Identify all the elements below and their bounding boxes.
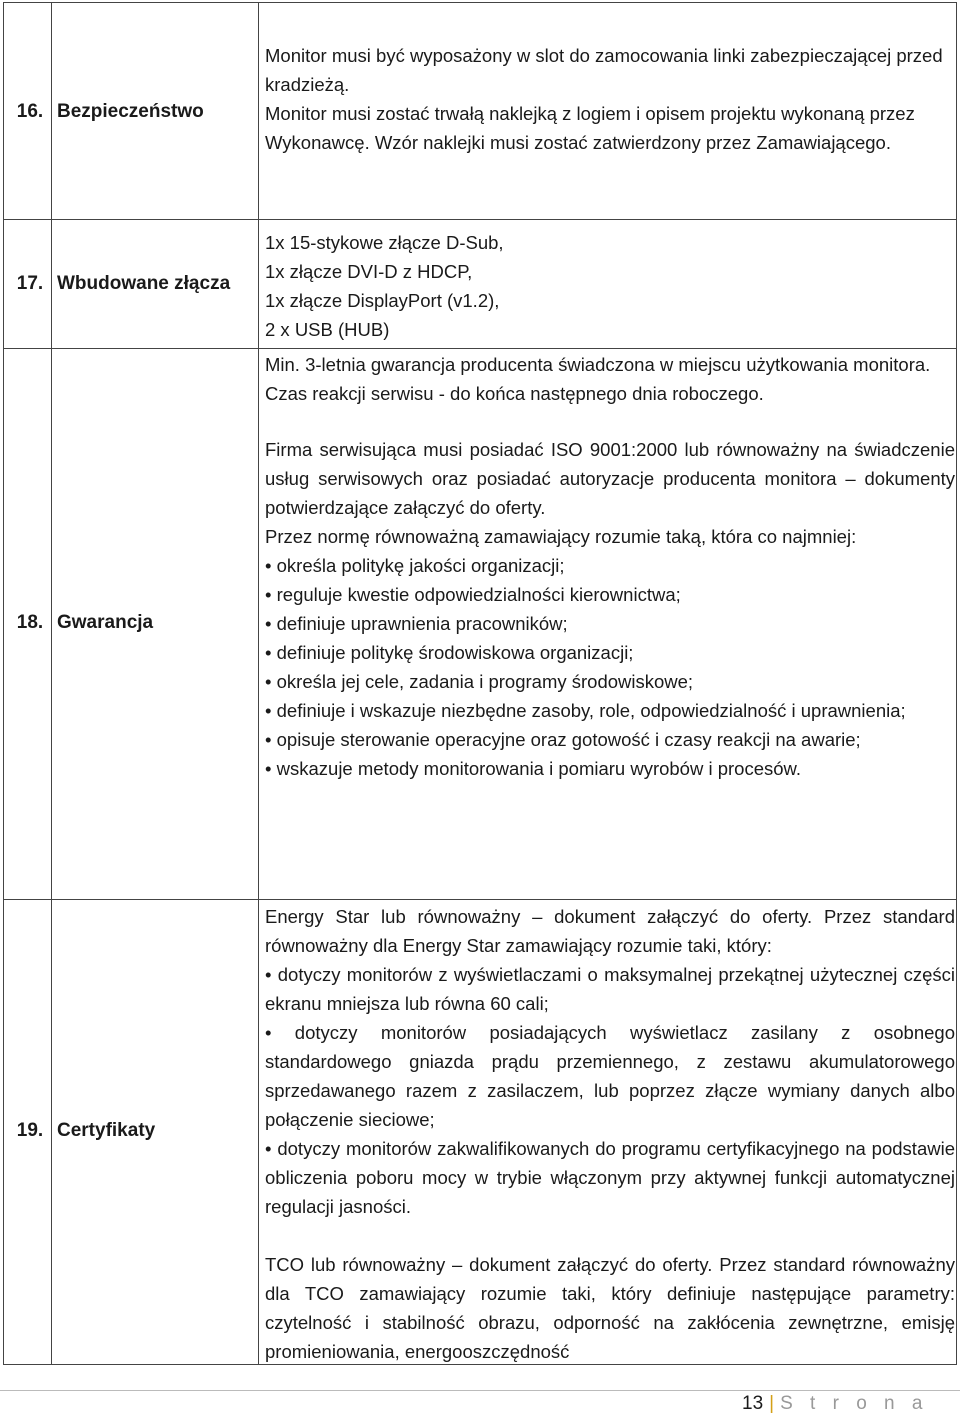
row-number: 18. [16,612,44,633]
row-number: 19. [16,1120,44,1141]
bullet-item: • określa politykę jakości organizacji; [265,551,955,580]
table-row [3,219,957,349]
table-row [3,899,957,1365]
page-number-separator: | [769,1393,775,1414]
text-paragraph: Energy Star lub równoważny – dokument załączyć do oferty. Przez standard równoważny dla Energy Star zamawiający rozumie taki, który: [265,906,955,956]
bullet-item: • dotyczy monitorów posiadających wyświetlacz zasilany z osobnego standardowego gniazda prądu przemiennego, z zestawu akumulatorowego sprzedawanego razem z zasilaczem, lub poprzez złącze wymiany danych albo połączenie sieciowe; [265,1018,955,1134]
row-label: Certyfikaty [57,1120,156,1141]
row-content [265,41,955,157]
row-number: 16. [16,101,44,122]
page-number-value: 13 [742,1393,764,1414]
table-row [3,348,957,900]
text-line: 2 x USB (HUB) [265,319,390,340]
row-label: Bezpieczeństwo [57,101,204,122]
footer-divider [0,1390,960,1391]
text-paragraph: Monitor musi być wyposażony w slot do zamocowania linki zabezpieczającej przed kradzieżą. [265,45,943,95]
bullet-item: • reguluje kwestie odpowiedzialności kierownictwa; [265,580,955,609]
text-paragraph: Czas reakcji serwisu - do końca następnego dnia roboczego. [265,383,764,404]
page-label: S t r o n a [780,1393,929,1414]
row-content [265,902,955,1366]
text-paragraph: Monitor musi zostać trwałą naklejką z logiem i opisem projektu wykonaną przez Wykonawcę. Wzór naklejki musi zostać zatwierdzony przez Zamawiającego. [265,103,915,153]
text-paragraph: Firma serwisująca musi posiadać ISO 9001:2000 lub równoważny na świadczenie usług serwisowych oraz posiadać autoryzacje producenta monitora – dokumenty potwierdzające załączyć do oferty. [265,439,955,518]
row-content [265,228,955,344]
bullet-item: • opisuje sterowanie operacyjne oraz gotowość i czasy reakcji na awarie; [265,725,955,754]
text-line: 1x złącze DisplayPort (v1.2), [265,290,500,311]
text-line: 1x złącze DVI-D z HDCP, [265,261,473,282]
bullet-item: • określa jej cele, zadania i programy środowiskowe; [265,667,955,696]
page-number [742,1393,928,1415]
row-label: Gwarancja [57,612,154,633]
table-row [3,2,957,220]
text-paragraph: TCO lub równoważny – dokument załączyć do oferty. Przez standard równoważny dla TCO zamawiający rozumie taki, który definiuje następujące parametry: czytelność i stabilność obrazu, odporność na zakłócenia zewnętrzne, emisję promieniowania, energooszczędność [265,1254,955,1362]
bullet-item: • dotyczy monitorów zakwalifikowanych do programu certyfikacyjnego na podstawie obliczenia poboru mocy w trybie włączonym przy aktywnej funkcji automatycznej regulacji jasności. [265,1134,955,1221]
row-label: Wbudowane złącza [57,273,231,294]
text-paragraph: Min. 3-letnia gwarancja producenta świadczona w miejscu użytkowania monitora. [265,354,931,375]
bullet-item: • definiuje uprawnienia pracowników; [265,609,955,638]
bullet-item: • definiuje i wskazuje niezbędne zasoby, role, odpowiedzialność i uprawnienia; [265,696,955,725]
row-number: 17. [16,273,44,294]
bullet-item: • dotyczy monitorów z wyświetlaczami o maksymalnej przekątnej użytecznej części ekranu mniejsza lub równa 60 cali; [265,960,955,1018]
text-paragraph: Przez normę równoważną zamawiający rozumie taką, która co najmniej: [265,526,857,547]
text-line: 1x 15-stykowe złącze D-Sub, [265,232,504,253]
bullet-item: • definiuje politykę środowiskowa organizacji; [265,638,955,667]
bullet-item: • wskazuje metody monitorowania i pomiaru wyrobów i procesów. [265,754,955,783]
row-content [265,350,955,783]
